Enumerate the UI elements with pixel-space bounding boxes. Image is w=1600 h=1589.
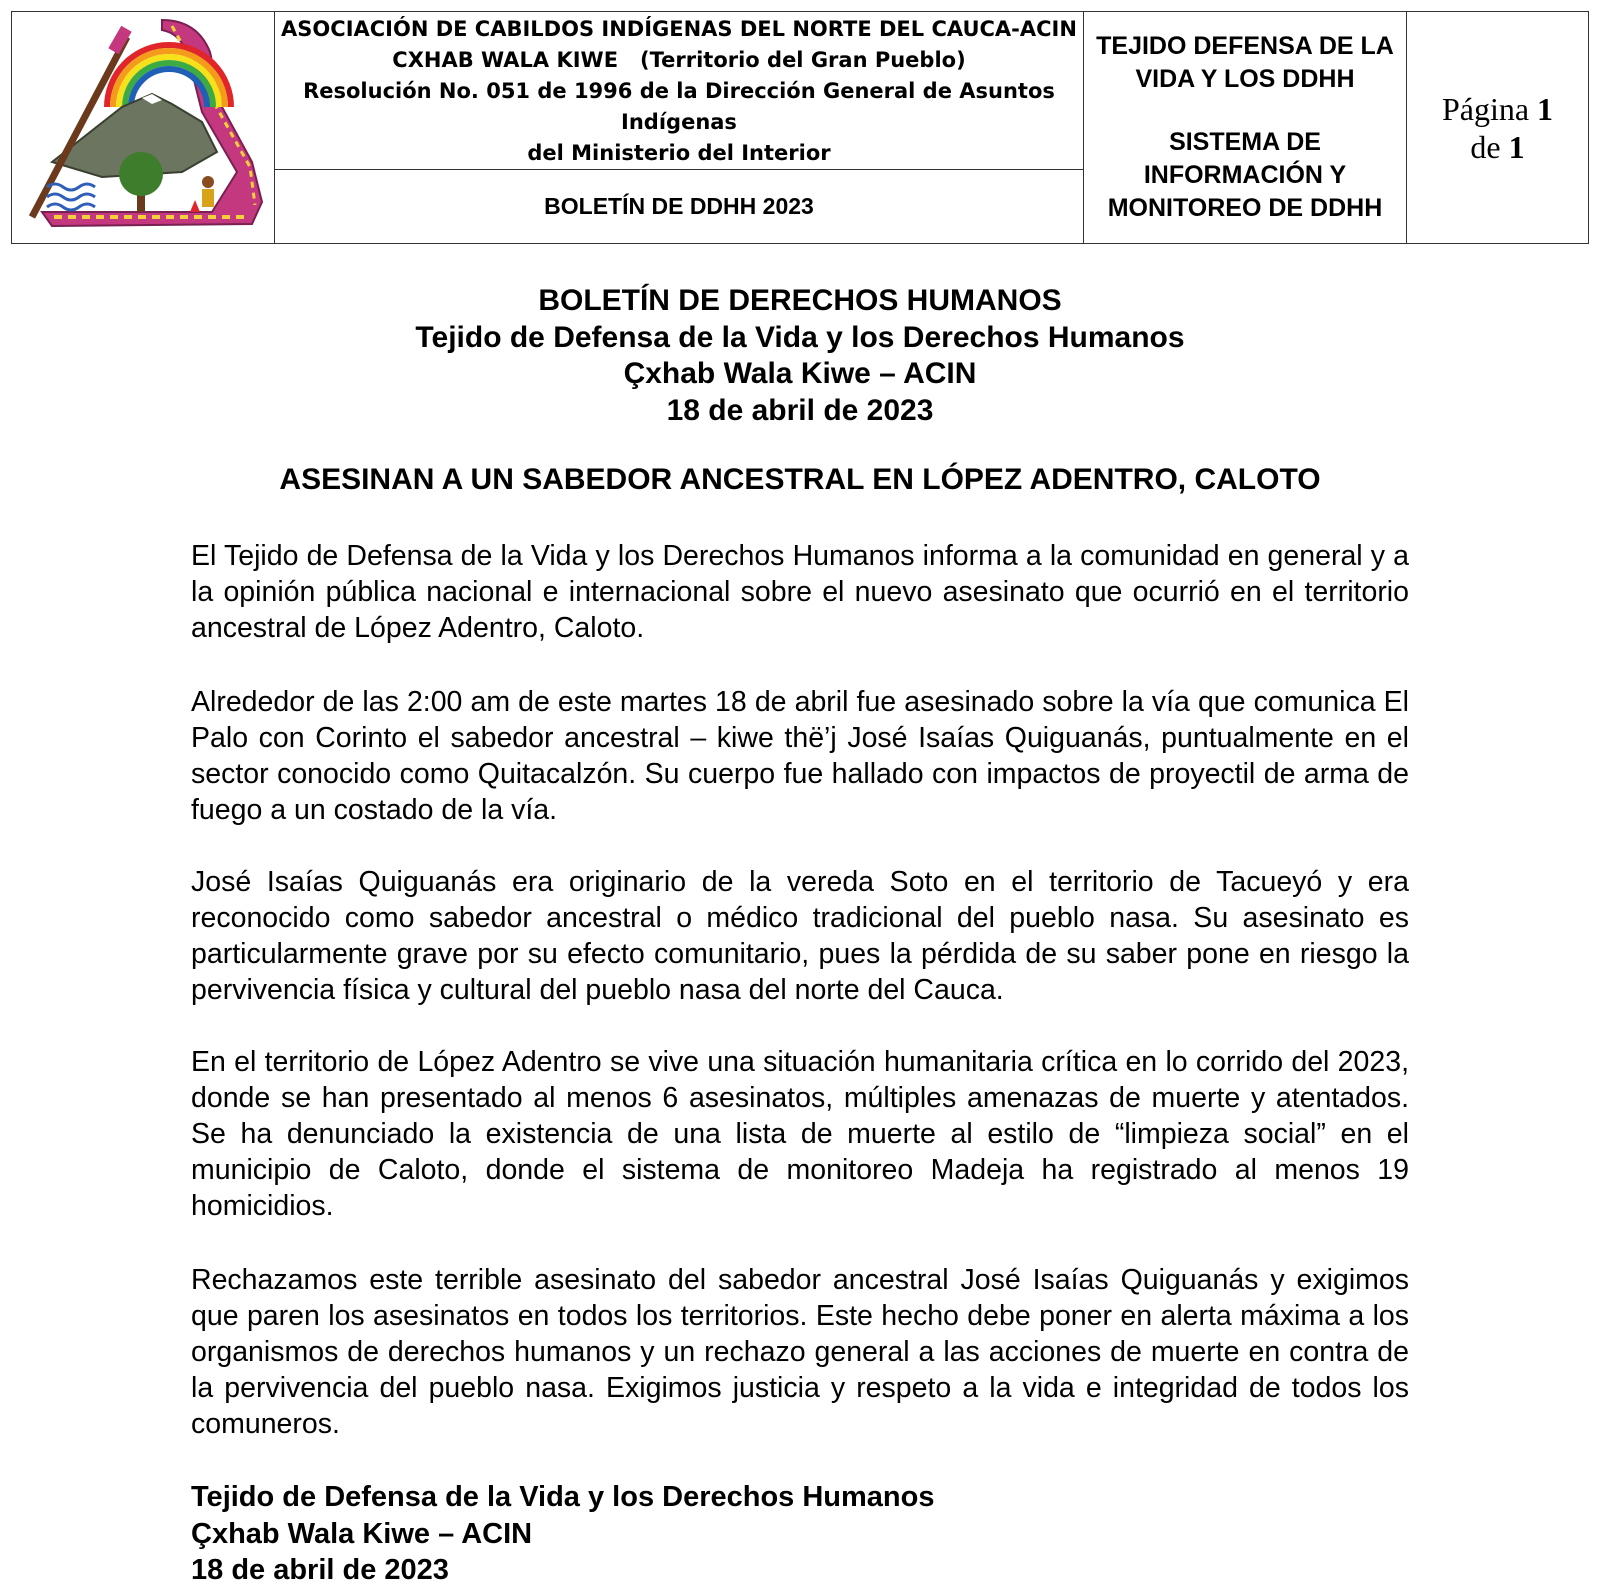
sistema-line-1: SISTEMA DE: [1169, 128, 1321, 156]
signature-date: 18 de abril de 2023: [191, 1554, 449, 1586]
title-line-2: Tejido de Defensa de la Vida y los Derechos Humanos: [415, 320, 1185, 354]
title-date: 18 de abril de 2023: [666, 393, 934, 427]
acin-logo: [12, 12, 270, 238]
logo-cell: [12, 12, 275, 244]
tejido-cell: [1084, 12, 1407, 244]
signature-line-1: Tejido de Defensa de la Vida y los Derechos Humanos: [191, 1481, 935, 1513]
sistema-line-2: INFORMACIÓN Y: [1143, 161, 1347, 189]
signature-block: [191, 1479, 935, 1589]
fire-shape: [190, 200, 200, 212]
paragraph-5: Rechazamos este terrible asesinato del sabedor ancestral José Isaías Quiguanás y exigimos que paren los asesinatos en todos los territorios. Este hecho debe poner en alerta máxima a los organismos de derechos humanos y un rechazo general a las acciones de muerte en contra de la pervivencia del pueblo nasa. Exigimos justicia y respeto a la vida e integridad de todos los comuneros.: [191, 1264, 1409, 1440]
page-total: 1: [1508, 128, 1525, 165]
paragraph-1: El Tejido de Defensa de la Vida y los Derechos Humanos informa a la comunidad en general y a la opinión pública nacional e internacional sobre el nuevo asesinato que ocurrió en el territorio ancestral de López Adentro, Caloto.: [191, 540, 1409, 644]
org-ministry: del Ministerio del Interior: [527, 141, 831, 165]
paragraph-2: Alrededor de las 2:00 am de este martes 18 de abril fue asesinado sobre la vía que comunica El Palo con Corinto el sabedor ancestral – kiwe thë’j José Isaías Quiguanás, puntualmente en el sector conocido como Quitacalzón. Su cuerpo fue hallado con impactos de proyectil de arma de fuego a un costado de la vía.: [191, 686, 1409, 826]
organization-cell: [275, 12, 1084, 170]
headline: ASESINAN A UN SABEDOR ANCESTRAL EN LÓPEZ ADENTRO, CALOTO: [279, 463, 1321, 496]
org-name: ASOCIACIÓN DE CABILDOS INDÍGENAS DEL NORTE DEL CAUCA-ACIN: [281, 17, 1077, 41]
water-wave: [47, 184, 95, 190]
org-territory: CXHAB WALA KIWE (Territorio del Gran Pueblo): [392, 48, 966, 72]
title-block: [0, 283, 1600, 429]
tejido-line-1: TEJIDO DEFENSA DE LA: [1096, 32, 1394, 60]
tejido-line-2: VIDA Y LOS DDHH: [1135, 65, 1355, 93]
water-wave: [47, 194, 95, 200]
bulletin-cell: [275, 170, 1084, 244]
water-wave: [47, 204, 95, 210]
page-word: Página: [1441, 90, 1530, 127]
paragraph-4: En el territorio de López Adentro se vive una situación humanitaria crítica en lo corrido del 2023, donde se han presentado al menos 6 asesinatos, múltiples amenazas de muerte y atentados. Se ha denunciado la existencia de una lista de muerte al estilo de “limpieza social” en el municipio de Caloto, donde el sistema de monitoreo Madeja ha registrado al menos 19 homicidios.: [191, 1046, 1409, 1222]
page-number-cell: [1407, 12, 1589, 244]
signature-line-2: Çxhab Wala Kiwe – ACIN: [191, 1517, 533, 1550]
org-resolution: Resolución No. 051 de 1996 de la Dirección General de Asuntos Indígenas: [303, 79, 1055, 134]
person-body: [202, 189, 214, 207]
page-current: 1: [1537, 90, 1554, 127]
bulletin-label: BOLETÍN DE DDHH 2023: [544, 193, 814, 219]
title-line-1: BOLETÍN DE DERECHOS HUMANOS: [538, 284, 1062, 317]
tree-crown: [119, 152, 163, 196]
sistema-line-3: MONITOREO DE DDHH: [1107, 194, 1383, 222]
person-head: [202, 176, 214, 188]
document-header: [11, 11, 1589, 244]
page-of: de: [1470, 128, 1501, 165]
paragraph-3: José Isaías Quiguanás era originario de la vereda Soto en el territorio de Tacueyó y era reconocido como sabedor ancestral o médico tradicional del pueblo nasa. Su asesinato es particularmente grave por su efecto comunitario, pues la pérdida de su saber pone en riesgo la pervivencia física y cultural del pueblo nasa del norte del Cauca.: [191, 866, 1409, 1006]
title-line-3: Çxhab Wala Kiwe – ACIN: [623, 357, 977, 390]
